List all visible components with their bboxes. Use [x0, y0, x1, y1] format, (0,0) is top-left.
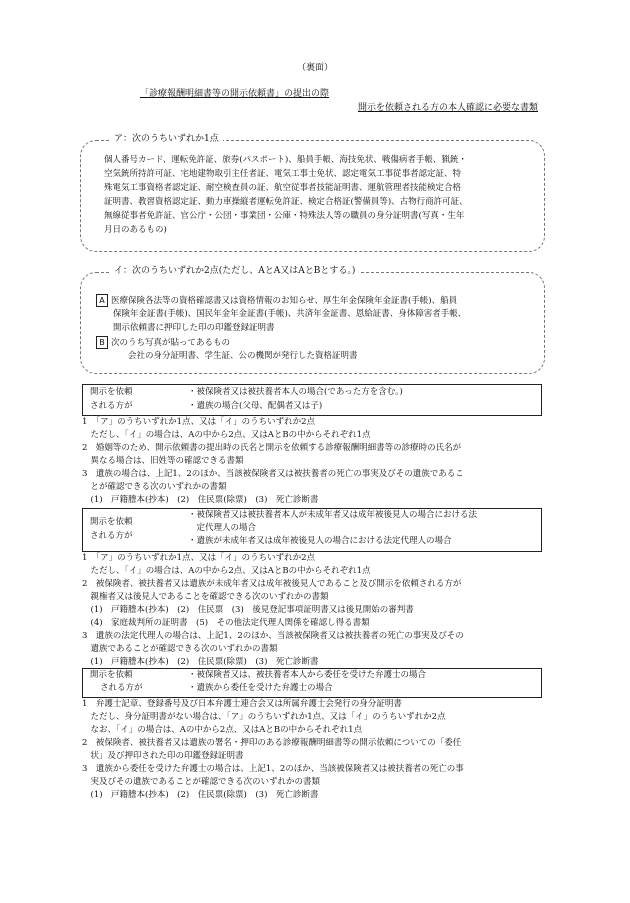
- box-a-line: 空気銃所持許可証、宅地建物取引主任者証、電気工事士免状、認定電気工事従事者認定証、特: [104, 169, 462, 179]
- section3-case: ・遺族から委任を受けた弁護士の場合: [188, 683, 333, 693]
- section2-line: (1) 戸籍謄本(抄本) (2) 住民票 (3) 後見登記事項証明書又は後見開始の審判書: [82, 605, 414, 615]
- section1-line: ただし、「イ」の場合は、Aの中から2点、又はAとBの中からそれぞれ1点: [82, 430, 371, 440]
- section2-line: (4) 家庭裁判所の証明書 (5) その他法定代理人関係を確認し得る書類: [82, 618, 370, 628]
- box-i-b-line: B 次のうち写真が貼ってあるもの: [96, 336, 230, 350]
- section3-label: 開示を依頼: [90, 670, 133, 680]
- label-b-box: B: [96, 336, 108, 349]
- box-a-legend: ア：次のうちいずれか1点: [110, 133, 223, 145]
- section1-label: される方が: [90, 401, 133, 411]
- box-i-b-line: 会社の身分証明書、学生証、公の機関が発行した資格証明書: [128, 351, 358, 361]
- section2-line: 2 被保険者、被扶養者又は遺族が未成年者又は成年被後見人であること及び開示を依頼される方が: [82, 579, 462, 589]
- section3-label: される方が: [100, 683, 143, 693]
- box-i-a-line: 保険年金証書(手帳)、国民年金年金証書(手帳)、共済年金証書、恩給証書、身体障害者手帳、: [113, 309, 467, 319]
- section2-label: 開示を依頼: [90, 517, 133, 527]
- section1-line: 2 婚姻等のため、開示依頼書の提出時の氏名と開示を依頼する診療報酬明細書等の診療時の氏名が: [82, 443, 462, 453]
- section2-line: 1 「ア」のうちいずれか1点、又は「イ」のうちいずれか2点: [82, 553, 315, 563]
- section2-label: される方が: [90, 531, 133, 541]
- section3-line: 状」及び押印された印の印鑑登録証明書: [82, 751, 244, 761]
- section3-line: 3 遺族から委任を受けた弁護士の場合は、上記1、2のほか、当該被保険者又は被扶養者の死亡の事: [82, 764, 464, 774]
- section2-case: 定代理人の場合: [188, 523, 257, 533]
- section1-case: ・遺族の場合(父母、配偶者又は子): [188, 401, 323, 411]
- section1-case: ・被保険者又は被扶養者本人の場合(であった方を含む。): [188, 387, 403, 397]
- box-i-a-line: 開示依頼書に押印した印の印鑑登録証明書: [113, 323, 275, 333]
- section2-line: 親権者又は後見人であることを確認できる次のいずれかの書類: [82, 592, 329, 602]
- box-a-line: 殊電気工事資格者認定証、耐空検査員の証、航空従事者技能証明書、運航管理者技能検定合格: [104, 183, 462, 193]
- page-title: （裏面）: [296, 63, 333, 73]
- document-heading: 「診療報酬明細書等の開示依頼書」の提出の際: [140, 89, 330, 99]
- section3-case: ・被保険者又は、被扶養者本人から委任を受けた弁護士の場合: [188, 670, 427, 680]
- section1-line: とが確認できる次のいずれかの書類: [82, 482, 227, 492]
- box-a-line: 証明書、教習資格認定証、動力車操縦者運転免許証、検定合格証(警備員等)、古物行商許可証、: [104, 197, 468, 207]
- section3-line: 1 弁護士記章、登録番号及び日本弁護士連合会又は所属弁護士会発行の身分証明書: [82, 699, 402, 709]
- section2-line: (1) 戸籍謄本(抄本) (2) 住民票(除票) (3) 死亡診断書: [82, 657, 319, 667]
- box-a-line: 無線従事者免許証、官公庁・公団・事業団・公庫・特殊法人等の職員の身分証明書(写真・生年: [104, 211, 465, 221]
- box-a-line: 月日のあるもの): [104, 225, 167, 235]
- box-i-legend: イ：次のうちいずれか2点(ただし、AとA又はAとBとする。): [110, 265, 359, 277]
- section1-line: 3 遺族の場合は、上記1、2のほか、当該被保険者又は被扶養者の死亡の事実及びその遺族であるこ: [82, 469, 464, 479]
- section2-line: 遺族であることが確認できる次のいずれかの書類: [82, 644, 278, 654]
- section1-label: 開示を依頼: [90, 387, 133, 397]
- section3-line: 実及びその遺族であることが確認できる次のいずれかの書類: [82, 777, 321, 787]
- label-a-box: A: [96, 294, 108, 307]
- section3-line: ただし、身分証明書がない場合は、「ア」のうちいずれか1点、又は「イ」のうちいずれか2点: [82, 712, 446, 722]
- section3-line: なお、「イ」の場合は、Aの中から2点、又はAとBの中からそれぞれ1点: [82, 725, 363, 735]
- section1-line: 1 「ア」のうちいずれか1点、又は「イ」のうちいずれか2点: [82, 417, 315, 427]
- section1-line: (1) 戸籍謄本(抄本) (2) 住民票(除票) (3) 死亡診断書: [82, 495, 319, 505]
- section2-line: ただし、「イ」の場合は、Aの中から2点、又はAとBの中からそれぞれ1点: [82, 566, 371, 576]
- section2-line: 3 遺族の法定代理人の場合は、上記1、2のほか、当該被保険者又は被扶養者の死亡の事実及びその: [82, 631, 464, 641]
- box-i-a-line: A 医療保険各法等の資格確認書又は資格情報のお知らせ、厚生年金保険年金証書(手帳)、船員: [96, 294, 457, 308]
- section2-case: ・遺族が未成年者又は成年被後見人の場合における法定代理人の場合: [188, 536, 452, 546]
- section2-case: ・被保険者又は被扶養者本人が未成年者又は成年被後見人の場合における法: [188, 510, 478, 520]
- document-subheading: 開示を依頼される方の本人確認に必要な書類: [357, 103, 538, 113]
- box-a-line: 個人番号カード、運転免許証、旅券(パスポート)、船員手帳、海技免状、戦傷病者手帳、猟銃・: [104, 155, 467, 165]
- section3-line: 2 被保険者、被扶養者又は遺族の署名・押印のある診療報酬明細書等の開示依頼についての「委任: [82, 738, 462, 748]
- section3-line: (1) 戸籍謄本(抄本) (2) 住民票(除票) (3) 死亡診断書: [82, 790, 319, 800]
- section1-line: 異なる場合は、旧姓等の確認できる書類: [82, 456, 244, 466]
